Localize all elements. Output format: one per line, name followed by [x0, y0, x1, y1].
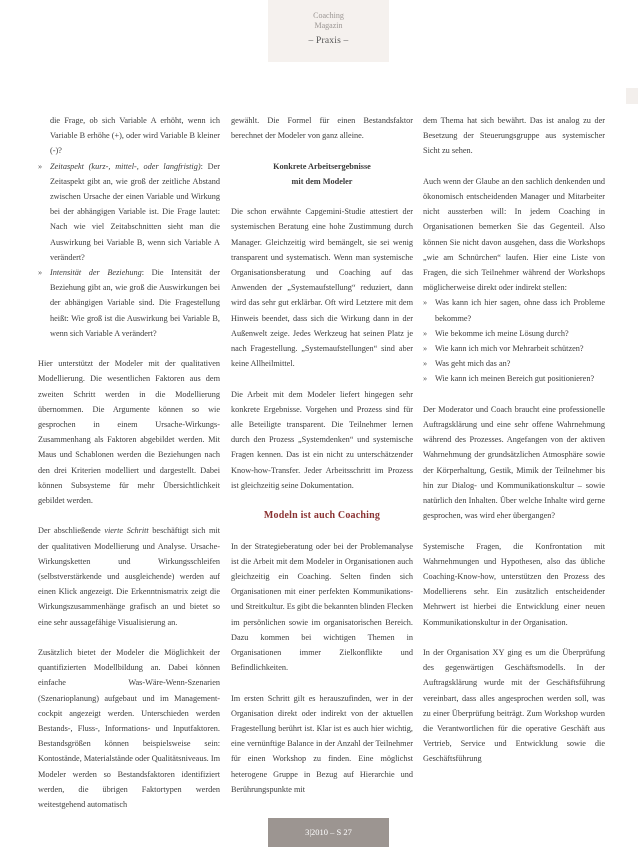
section-heading: Modeln ist auch Coaching [263, 510, 381, 522]
paragraph: In der Organisation XY ging es um die Überprüfung des gegenwärtigen Geschäftsmodells. In der Auftragsklärung wurde mit der Geschäftsführung vereinbart, dass alles angesprochen werden soll, was zu einer Überprüfung beiträgt. Zum Workshop wurden die Verantwortlichen für die operative Geschäft aus Vertrieb, Service und Entwicklung sowie die Geschäftsführung [423, 648, 605, 764]
list-item-label: Zeitaspekt (kurz-, mittel-, oder langfristig) [50, 161, 201, 171]
list-item-intensitaet [38, 265, 220, 341]
list-text: Variable B erhöhe (+), oder wird Variable B [50, 131, 195, 141]
list-item: » Was kann ich hier sagen, ohne dass ich Probleme bekomme? [423, 295, 605, 325]
paragraph: Die schon erwähnte Capgemini-Studie attestiert der systemischen Beratung eine hohe Zustimmung durch Manager. Gleichzeitig wird bemängelt, sie sei wenig transparent und systematisch. Wenn man systemische Organisationsberatung und Coaching auf das Anwenden der „Systemaufstellung“ reduziert, dann wird das sehr gut erklärbar. Oft wird Letztere mit dem Hinweis beendet, dass sich die Wirkung dann in der Außenwelt zeige. Jedes Werkzeug hat seinen Platz je nach Fragestellung. „Systemaufstellungen“ sind aber keine Allheilmittel. [231, 207, 413, 369]
paragraph: Systemische Fragen, die Konfrontation mit Wahrnehmungen und Hypothesen, also das übliche Coaching-Know-how, unterstützen den Prozess des Modellierens sehr. Ein zusätzlich entscheidender Mehrwert ist hierbei die Entwicklung einer neuen Kommunikationskultur in der Organisation. [423, 541, 605, 627]
list-item: » Wie kann ich meinen Bereich gut positionieren? [423, 371, 605, 386]
paragraph: dem Thema hat sich bewährt. Das ist analog zu der Besetzung der Steuerungsgruppe aus systemischer Sicht zu sehen. [423, 116, 605, 156]
magazine-name-line2: Magazin [314, 21, 343, 30]
list-item: » Was geht mich das an? [423, 356, 605, 371]
magazine-name-line1: Coaching [313, 11, 344, 20]
text-run: beschäftigt sich mit der qualitativen Modellierung und Analyse. Ursache-Wirkungsketten und Wirkungsschleifen (selbstverstärkende und ausgleichende) werden auf einen Klick angezeigt. Die Erkenntnismatrix zeigt die Wirkungszusammenhänge grafisch an und bietet so eine sehr aussagefähige Visualisierung an. [38, 526, 220, 627]
paragraph: Hier unterstützt der Modeler mit der qualitativen Modellierung. Die wesentlichen Faktoren aus dem zweiten Schritt werden in die Modellierung übernommen. Die Argumente können so wie gesprochen in einem Ursache-Wirkungs-Zusammenhang als Faktoren abgebildet werden. Mit Maus und Schablonen werden die Beziehungen nach den drei Kriterien modelliert und dargestellt. Dabei können Subsysteme für mehr Übersichtlichkeit gebildet werden. [38, 359, 220, 506]
text-column-2 [231, 113, 413, 797]
question-list [423, 295, 605, 386]
list-item-label: Intensität der Beziehung [50, 268, 142, 278]
paragraph: Die Arbeit mit dem Modeler liefert hingegen sehr konkrete Ergebnisse. Vorgehen und Prozess sind für alle Beteiligte transparent. Die Teilnehmer lernen durch den Prozess „Systemdenken“ und systemische Fragen kennen. Das ist ein nicht zu unterschätzender Know-how-Transfer. Jeder Arbeitsschritt im Prozess ist gleichzeitig seine Dokumentation. [231, 389, 413, 490]
section-title: – Praxis – [308, 36, 349, 46]
list-item-continued [38, 113, 220, 159]
magazine-header [268, 0, 389, 62]
criteria-list [38, 113, 220, 341]
paragraph [38, 523, 220, 629]
list-item-zeitaspekt [38, 159, 220, 265]
list-item-text: : Der Zeitaspekt gibt an, wie groß der zeitliche Abstand zwischen Ursache der einen Variable und Wirkung bei der abhängigen Variable ist. Die Frage lautet: Nach wie viel Zeitabschnitten sieht man die Auswirkung bei Variable B, wenn sich Variable A verändert? [50, 161, 220, 262]
text-column-1 [38, 113, 220, 812]
list-item: » Wie bekomme ich meine Lösung durch? [423, 326, 605, 341]
paragraph: Auch wenn der Glaube an den sachlich denkenden und ökonomisch entscheidenden Manager und Mitarbeiter nicht aussterben will: In jedem Coaching in Organisationen bemerken Sie das Gegenteil. Also können Sie nicht davon ausgehen, dass die Workshops „wie am Schnürchen“ laufen. Hier eine Liste von Fragen, die sich Teilnehmer während der Workshops möglicherweise direkt oder indirekt stellen: [423, 176, 605, 293]
paragraph: In der Strategieberatung oder bei der Problemanalyse ist die Arbeit mit dem Modeler in Organisationen auch gleichzeitig ein Coaching. Selten finden sich Organisationen mit einer perfekten Kommunikations- und Streitkultur. Es gibt die bekannten blinden Flecken im persönlichen sowie im organisatorischen Bereich. Dazu kommen bei wichtigen Themen in Organisationen immer Zielkonflikte und Befindlichkeiten. [231, 541, 413, 673]
subheading-line: Konkrete Arbeitsergebnisse [273, 161, 371, 171]
page-number: 3|2010 – S 27 [268, 818, 389, 847]
list-text: kleiner (-)? [50, 131, 221, 156]
text-column-3 [423, 113, 605, 767]
page-edge-marker [626, 88, 638, 104]
subheading [231, 159, 413, 189]
list-text: die Frage, ob sich Variable A erhöht, wenn ich [50, 116, 220, 125]
paragraph: Im ersten Schritt gilt es herauszufinden, wer in der Organisation direkt oder indirekt von der aktuellen Fragestellung berührt ist. Klar ist es auch hier wichtig, eine vernünftige Balance in der Anzahl der Teilnehmer für einen Workshop zu finden. Eine möglichst heterogene Gruppe in Bezug auf Hierarchie und Berührungspunkte mit [231, 693, 413, 794]
subheading-line: mit dem Modeler [291, 176, 353, 186]
paragraph: Der Moderator und Coach braucht eine professionelle Auftragsklärung und eine sehr offene Wahrnehmung während des Prozesses. Angefangen von der aktiven Wahrnehmung der grundsätzlichen Atmosphäre sowie der Körperhaltung, Gestik, Mimik der Teilnehmer bis hin zur Dialog- und Kommunikationskultur – sowie natürlich den Inhalten. Über welche Inhalte wird gerne gesprochen, was wird eher übergangen? [423, 404, 605, 521]
paragraph: gewählt. Die Formel für einen Bestandsfaktor berechnet der Modeler von ganz alleine. [231, 116, 413, 141]
paragraph: Zusätzlich bietet der Modeler die Möglichkeit der quantifizierten Modellbildung an. Dabei können einfache Was-Wäre-Wenn-Szenarien (Szenarioplanung) aufgebaut und im Managementcockpit angezeigt werden. Unterschieden werden Bestands-, Fluss-, Informations- und Inputfaktoren. Bestandsgrößen können beispielsweise sein: Kontostände, Materialstände oder Qualitätsniveaus. Im Modeler werden so Bestandsfaktoren identifiziert werden, die übrigen Faktortypen werden weitestgehend automatisch [38, 648, 220, 810]
list-item: » Wie kann ich mich vor Mehrarbeit schützen? [423, 341, 605, 356]
emphasis: vierte Schritt [104, 526, 149, 536]
text-run: Der abschließende [38, 526, 105, 536]
list-item-text: : Die Intensität der Beziehung gibt an, wie groß die Auswirkungen bei der abhängigen Variable sind. Die Fragestellung heißt: Wie groß ist die Auswirkung bei Variable B, wenn sich Variable A verändert? [50, 268, 220, 338]
